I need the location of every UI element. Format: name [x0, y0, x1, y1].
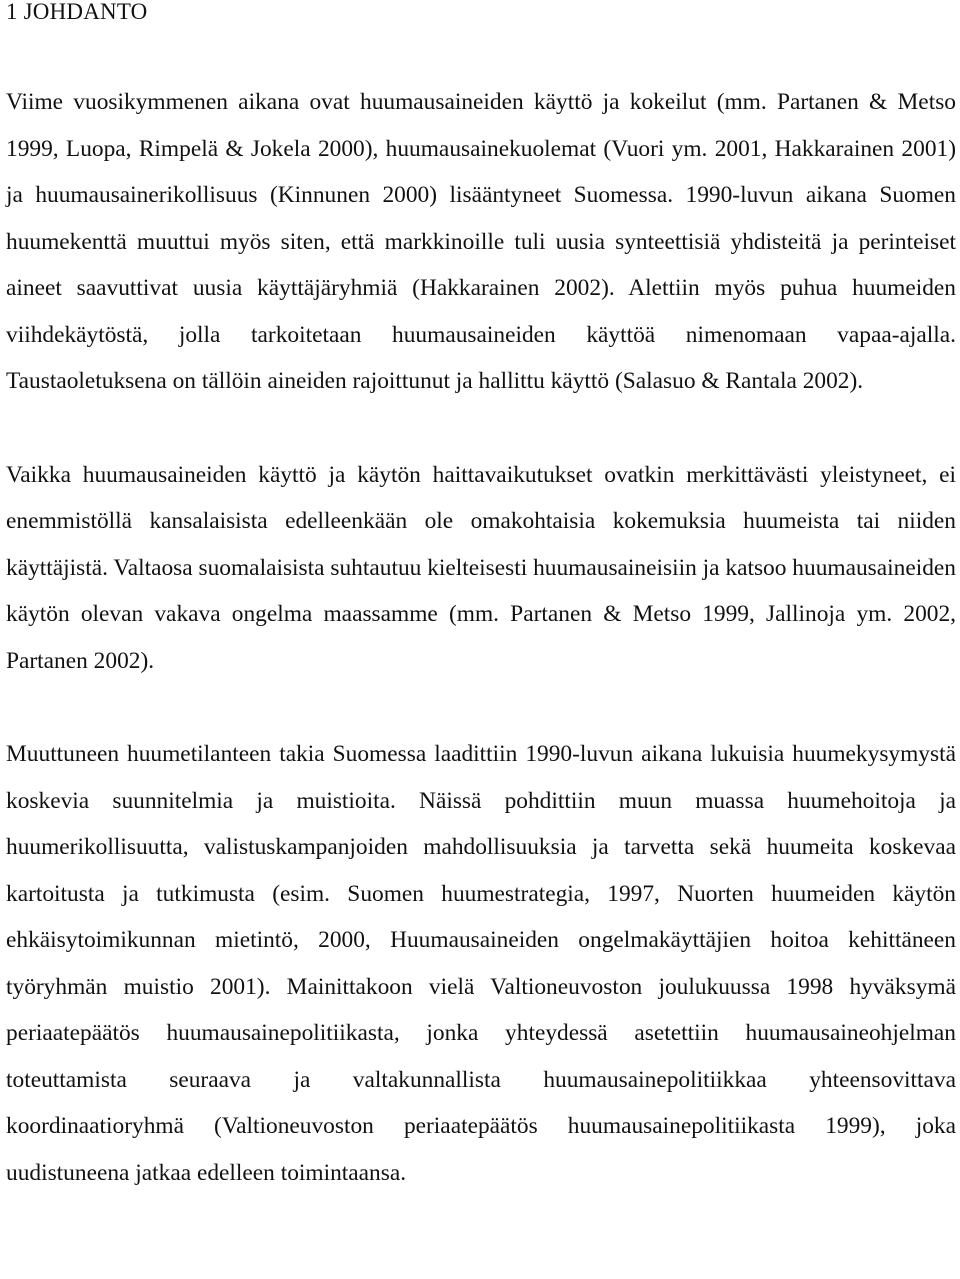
paragraph-1: Viime vuosikymmenen aikana ovat huumausaineiden käyttö ja kokeilut (mm. Partanen & Metso 1999, Luopa, Rimpelä & Jokela 2000), huumausainekuolemat (Vuori ym. 2001, Hakkarainen 2001) ja huumausainerikollisuus (Kinnunen 2000) lisääntyneet Suomessa. 1990-luvun aikana Suomen huumekenttä muuttui myös siten, että markkinoille tuli uusia synteettisiä yhdisteitä ja perinteiset aineet saavuttivat uusia käyttäjäryhmiä (Hakkarainen 2002). Alettiin myös puhua huumeiden viihdekäytöstä, jolla tarkoitetaan huumausaineiden käyttöä nimenomaan vapaa-ajalla. Taustaoletuksena on tällöin aineiden rajoittunut ja hallittu käyttö (Salasuo & Rantala 2002).	[6, 89, 956, 394]
chapter-heading: 1 JOHDANTO	[6, 0, 148, 24]
paragraph-2: Vaikka huumausaineiden käyttö ja käytön haittavaikutukset ovatkin merkittävästi yleistyneet, ei enemmistöllä kansalaisista edelleenkään ole omakohtaisia kokemuksia huumeista tai niiden käyttäjistä. Valtaosa suomalaisista suhtautuu kielteisesti huumausaineisiin ja katsoo huumausaineiden käytön olevan vakava ongelma maassamme (mm. Partanen & Metso 1999, Jallinoja ym. 2002, Partanen 2002).	[6, 461, 956, 674]
paragraph-3: Muuttuneen huumetilanteen takia Suomessa laadittiin 1990-luvun aikana lukuisia huumekysymystä koskevia suunnitelmia ja muistioita. Näissä pohdittiin muun muassa huumehoitoja ja huumerikollisuutta, valistuskampanjoiden mahdollisuuksia ja tarvetta sekä huumeita koskevaa kartoitusta ja tutkimusta (esim. Suomen huumestrategia, 1997, Nuorten huumeiden käytön ehkäisytoimikunnan mietintö, 2000, Huumausaineiden ongelmakäyttäjien hoitoa kehittäneen työryhmän muistio 2001). Mainittakoon vielä Valtioneuvoston joulukuussa 1998 hyväksymä periaatepäätös huumausainepolitiikasta, jonka yhteydessä asetettiin huumausaineohjelman toteuttamista seuraava ja valtakunnallista huumausainepolitiikkaa yhteensovittava koordinaatioryhmä (Valtioneuvoston periaatepäätös huumausainepolitiikasta 1999), joka uudistuneena jatkaa edelleen toimintaansa.	[6, 741, 956, 1186]
document-page	[6, 0, 956, 1196]
